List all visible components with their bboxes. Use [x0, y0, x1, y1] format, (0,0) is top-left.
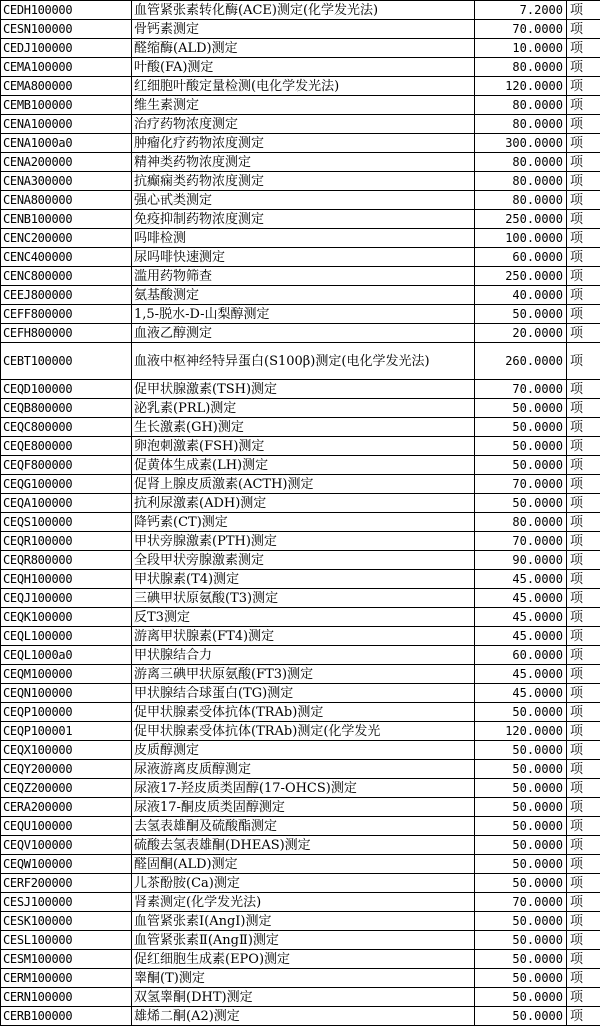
item-price-cell: 50.0000: [475, 494, 567, 513]
item-price-cell: 80.0000: [475, 153, 567, 172]
item-name-cell: 反T3测定: [132, 608, 475, 627]
table-row: [1, 988, 600, 1007]
item-price-cell: 45.0000: [475, 608, 567, 627]
item-unit-cell: 项: [567, 1, 600, 20]
table-row: [1, 134, 600, 153]
item-unit-cell: 项: [567, 779, 600, 798]
item-price-cell: 70.0000: [475, 380, 567, 399]
item-name-cell: 滥用药物筛查: [132, 267, 475, 286]
table-row: [1, 589, 600, 608]
table-row: [1, 665, 600, 684]
item-code-cell: CEQE800000: [1, 437, 132, 456]
item-name-cell: 红细胞叶酸定量检测(电化学发光法): [132, 77, 475, 96]
table-row: [1, 172, 600, 191]
item-code-cell: CEMA800000: [1, 77, 132, 96]
item-unit-cell: 项: [567, 760, 600, 779]
item-name-cell: 生长激素(GH)测定: [132, 418, 475, 437]
item-unit-cell: 项: [567, 437, 600, 456]
item-name-cell: 醛固酮(ALD)测定: [132, 855, 475, 874]
item-unit-cell: 项: [567, 380, 600, 399]
item-name-cell: 血液中枢神经特异蛋白(S100β)测定(电化学发光法): [132, 343, 475, 380]
item-name-cell: 卵泡刺激素(FSH)测定: [132, 437, 475, 456]
item-unit-cell: 项: [567, 817, 600, 836]
item-code-cell: CEQY200000: [1, 760, 132, 779]
item-price-cell: 80.0000: [475, 172, 567, 191]
table-row: [1, 513, 600, 532]
item-unit-cell: 项: [567, 191, 600, 210]
item-price-cell: 7.2000: [475, 1, 567, 20]
item-code-cell: CEQF800000: [1, 456, 132, 475]
item-code-cell: CESK100000: [1, 912, 132, 931]
item-name-cell: 硫酸去氢表雄酮(DHEAS)测定: [132, 836, 475, 855]
item-price-cell: 50.0000: [475, 969, 567, 988]
item-code-cell: CEQC800000: [1, 418, 132, 437]
item-unit-cell: 项: [567, 893, 600, 912]
item-code-cell: CENA300000: [1, 172, 132, 191]
table-row: [1, 58, 600, 77]
item-price-cell: 50.0000: [475, 437, 567, 456]
item-code-cell: CERM100000: [1, 969, 132, 988]
item-code-cell: CEQN100000: [1, 684, 132, 703]
item-price-cell: 45.0000: [475, 570, 567, 589]
table-row: [1, 343, 600, 380]
table-row: [1, 286, 600, 305]
item-unit-cell: 项: [567, 153, 600, 172]
item-code-cell: CEQB800000: [1, 399, 132, 418]
table-row: [1, 760, 600, 779]
item-price-cell: 250.0000: [475, 210, 567, 229]
table-row: [1, 551, 600, 570]
item-name-cell: 促肾上腺皮质激素(ACTH)测定: [132, 475, 475, 494]
item-unit-cell: 项: [567, 343, 600, 380]
item-unit-cell: 项: [567, 418, 600, 437]
item-price-cell: 50.0000: [475, 798, 567, 817]
table-row: [1, 969, 600, 988]
item-unit-cell: 项: [567, 931, 600, 950]
item-price-cell: 50.0000: [475, 931, 567, 950]
item-name-cell: 醛缩酶(ALD)测定: [132, 39, 475, 58]
item-price-cell: 80.0000: [475, 115, 567, 134]
item-unit-cell: 项: [567, 210, 600, 229]
item-code-cell: CERB100000: [1, 1007, 132, 1026]
table-row: [1, 912, 600, 931]
item-unit-cell: 项: [567, 267, 600, 286]
item-code-cell: CENC800000: [1, 267, 132, 286]
item-price-cell: 50.0000: [475, 760, 567, 779]
table-row: [1, 893, 600, 912]
table-row: [1, 39, 600, 58]
item-code-cell: CEDH100000: [1, 1, 132, 20]
item-unit-cell: 项: [567, 96, 600, 115]
item-code-cell: CEMB100000: [1, 96, 132, 115]
table-row: [1, 798, 600, 817]
item-code-cell: CEQZ200000: [1, 779, 132, 798]
item-unit-cell: 项: [567, 20, 600, 39]
table-row: [1, 305, 600, 324]
item-name-cell: 强心甙类测定: [132, 191, 475, 210]
item-price-cell: 50.0000: [475, 912, 567, 931]
item-price-cell: 50.0000: [475, 418, 567, 437]
item-name-cell: 抗利尿激素(ADH)测定: [132, 494, 475, 513]
table-row: [1, 931, 600, 950]
item-code-cell: CESM100000: [1, 950, 132, 969]
item-price-cell: 80.0000: [475, 191, 567, 210]
item-code-cell: CENC200000: [1, 229, 132, 248]
item-unit-cell: 项: [567, 58, 600, 77]
item-name-cell: 吗啡检测: [132, 229, 475, 248]
item-name-cell: 尿液17-酮皮质类固醇测定: [132, 798, 475, 817]
item-code-cell: CEQP100001: [1, 722, 132, 741]
item-unit-cell: 项: [567, 1007, 600, 1026]
item-price-cell: 45.0000: [475, 627, 567, 646]
item-price-cell: 300.0000: [475, 134, 567, 153]
item-code-cell: CEQX100000: [1, 741, 132, 760]
item-price-cell: 10.0000: [475, 39, 567, 58]
table-row: [1, 115, 600, 134]
item-name-cell: 叶酸(FA)测定: [132, 58, 475, 77]
item-price-cell: 50.0000: [475, 950, 567, 969]
item-name-cell: 双氢睾酮(DHT)测定: [132, 988, 475, 1007]
item-name-cell: 尿吗啡快速测定: [132, 248, 475, 267]
table-row: [1, 684, 600, 703]
item-unit-cell: 项: [567, 77, 600, 96]
item-name-cell: 全段甲状旁腺激素测定: [132, 551, 475, 570]
item-unit-cell: 项: [567, 741, 600, 760]
item-name-cell: 去氢表雄酮及硫酸酯测定: [132, 817, 475, 836]
item-code-cell: CERA200000: [1, 798, 132, 817]
item-unit-cell: 项: [567, 684, 600, 703]
item-name-cell: 血管紧张素转化酶(ACE)测定(化学发光法): [132, 1, 475, 20]
item-price-cell: 50.0000: [475, 779, 567, 798]
item-unit-cell: 项: [567, 855, 600, 874]
table-row: [1, 456, 600, 475]
item-price-cell: 50.0000: [475, 874, 567, 893]
item-price-cell: 60.0000: [475, 248, 567, 267]
item-name-cell: 甲状腺结合球蛋白(TG)测定: [132, 684, 475, 703]
table-row: [1, 437, 600, 456]
table-row: [1, 418, 600, 437]
item-name-cell: 甲状腺素(T4)测定: [132, 570, 475, 589]
item-code-cell: CESL100000: [1, 931, 132, 950]
item-name-cell: 泌乳素(PRL)测定: [132, 399, 475, 418]
item-name-cell: 血管紧张素Ⅰ(AngⅠ)测定: [132, 912, 475, 931]
item-name-cell: 促黄体生成素(LH)测定: [132, 456, 475, 475]
item-unit-cell: 项: [567, 646, 600, 665]
table-row: [1, 1, 600, 20]
item-name-cell: 肿瘤化疗药物浓度测定: [132, 134, 475, 153]
table-row: [1, 96, 600, 115]
item-name-cell: 免疫抑制药物浓度测定: [132, 210, 475, 229]
table-row: [1, 722, 600, 741]
item-unit-cell: 项: [567, 248, 600, 267]
item-unit-cell: 项: [567, 912, 600, 931]
item-name-cell: 氨基酸测定: [132, 286, 475, 305]
item-price-cell: 50.0000: [475, 855, 567, 874]
item-unit-cell: 项: [567, 39, 600, 58]
item-name-cell: 促甲状腺素受体抗体(TRAb)测定: [132, 703, 475, 722]
item-name-cell: 尿液游离皮质醇测定: [132, 760, 475, 779]
item-code-cell: CEDJ100000: [1, 39, 132, 58]
table-row: [1, 874, 600, 893]
item-price-cell: 20.0000: [475, 324, 567, 343]
item-name-cell: 血管紧张素Ⅱ(AngⅡ)测定: [132, 931, 475, 950]
item-unit-cell: 项: [567, 836, 600, 855]
item-unit-cell: 项: [567, 798, 600, 817]
item-unit-cell: 项: [567, 969, 600, 988]
item-price-cell: 50.0000: [475, 988, 567, 1007]
table-row: [1, 77, 600, 96]
item-name-cell: 精神类药物浓度测定: [132, 153, 475, 172]
item-price-cell: 45.0000: [475, 589, 567, 608]
item-price-cell: 50.0000: [475, 741, 567, 760]
item-unit-cell: 项: [567, 399, 600, 418]
item-code-cell: CEQV100000: [1, 836, 132, 855]
item-price-cell: 80.0000: [475, 513, 567, 532]
item-unit-cell: 项: [567, 286, 600, 305]
item-unit-cell: 项: [567, 988, 600, 1007]
item-price-cell: 50.0000: [475, 836, 567, 855]
item-code-cell: CEQR800000: [1, 551, 132, 570]
table-row: [1, 1007, 600, 1026]
item-code-cell: CEFF800000: [1, 305, 132, 324]
item-price-cell: 260.0000: [475, 343, 567, 380]
item-code-cell: CEQD100000: [1, 380, 132, 399]
table-row: [1, 703, 600, 722]
item-name-cell: 睾酮(T)测定: [132, 969, 475, 988]
table-row: [1, 494, 600, 513]
item-price-cell: 50.0000: [475, 305, 567, 324]
table-row: [1, 741, 600, 760]
item-price-cell: 250.0000: [475, 267, 567, 286]
table-row: [1, 324, 600, 343]
item-price-cell: 45.0000: [475, 665, 567, 684]
item-unit-cell: 项: [567, 494, 600, 513]
item-unit-cell: 项: [567, 134, 600, 153]
item-unit-cell: 项: [567, 589, 600, 608]
table-row: [1, 191, 600, 210]
table-row: [1, 950, 600, 969]
item-unit-cell: 项: [567, 703, 600, 722]
table-row: [1, 475, 600, 494]
item-code-cell: CERN100000: [1, 988, 132, 1007]
item-price-cell: 70.0000: [475, 532, 567, 551]
item-unit-cell: 项: [567, 551, 600, 570]
item-unit-cell: 项: [567, 570, 600, 589]
item-unit-cell: 项: [567, 115, 600, 134]
item-name-cell: 骨钙素测定: [132, 20, 475, 39]
item-name-cell: 儿茶酚胺(Ca)测定: [132, 874, 475, 893]
item-code-cell: CENA800000: [1, 191, 132, 210]
item-price-cell: 50.0000: [475, 703, 567, 722]
item-code-cell: CESJ100000: [1, 893, 132, 912]
item-code-cell: CEQM100000: [1, 665, 132, 684]
table-row: [1, 608, 600, 627]
item-code-cell: CENA100000: [1, 115, 132, 134]
item-name-cell: 尿液17-羟皮质类固醇(17-OHCS)测定: [132, 779, 475, 798]
item-unit-cell: 项: [567, 627, 600, 646]
item-price-cell: 50.0000: [475, 817, 567, 836]
item-price-cell: 60.0000: [475, 646, 567, 665]
item-unit-cell: 项: [567, 475, 600, 494]
item-name-cell: 甲状旁腺激素(PTH)测定: [132, 532, 475, 551]
table-row: [1, 248, 600, 267]
table-row: [1, 380, 600, 399]
item-unit-cell: 项: [567, 532, 600, 551]
table-row: [1, 646, 600, 665]
table-row: [1, 153, 600, 172]
item-code-cell: CEQU100000: [1, 817, 132, 836]
item-code-cell: CEBT100000: [1, 343, 132, 380]
table-row: [1, 20, 600, 39]
item-price-cell: 50.0000: [475, 1007, 567, 1026]
item-code-cell: CEQP100000: [1, 703, 132, 722]
item-name-cell: 肾素测定(化学发光法): [132, 893, 475, 912]
table-row: [1, 627, 600, 646]
item-unit-cell: 项: [567, 456, 600, 475]
item-code-cell: CEEJ800000: [1, 286, 132, 305]
item-code-cell: CEQL1000a0: [1, 646, 132, 665]
table-row: [1, 229, 600, 248]
table-row: [1, 399, 600, 418]
item-unit-cell: 项: [567, 722, 600, 741]
item-code-cell: CEQJ100000: [1, 589, 132, 608]
table-row: [1, 532, 600, 551]
item-code-cell: CEFH800000: [1, 324, 132, 343]
item-code-cell: CEQK100000: [1, 608, 132, 627]
item-name-cell: 血液乙醇测定: [132, 324, 475, 343]
item-price-cell: 70.0000: [475, 475, 567, 494]
item-price-cell: 70.0000: [475, 20, 567, 39]
item-price-cell: 45.0000: [475, 684, 567, 703]
item-price-cell: 50.0000: [475, 456, 567, 475]
item-name-cell: 维生素测定: [132, 96, 475, 115]
table-body: [1, 1, 600, 1026]
item-name-cell: 游离甲状腺素(FT4)测定: [132, 627, 475, 646]
item-code-cell: CEQG100000: [1, 475, 132, 494]
item-code-cell: CEMA100000: [1, 58, 132, 77]
table-row: [1, 570, 600, 589]
table-row: [1, 779, 600, 798]
table-row: [1, 267, 600, 286]
item-name-cell: 雄烯二酮(A2)测定: [132, 1007, 475, 1026]
table-row: [1, 836, 600, 855]
item-price-cell: 50.0000: [475, 399, 567, 418]
item-price-cell: 120.0000: [475, 722, 567, 741]
item-unit-cell: 项: [567, 874, 600, 893]
table-row: [1, 855, 600, 874]
item-code-cell: CESN100000: [1, 20, 132, 39]
item-price-cell: 70.0000: [475, 893, 567, 912]
item-name-cell: 甲状腺结合力: [132, 646, 475, 665]
item-code-cell: CENA200000: [1, 153, 132, 172]
item-code-cell: CEQH100000: [1, 570, 132, 589]
item-name-cell: 促红细胞生成素(EPO)测定: [132, 950, 475, 969]
table-row: [1, 817, 600, 836]
item-name-cell: 降钙素(CT)测定: [132, 513, 475, 532]
item-code-cell: CENB100000: [1, 210, 132, 229]
item-code-cell: CEQW100000: [1, 855, 132, 874]
item-unit-cell: 项: [567, 608, 600, 627]
item-unit-cell: 项: [567, 950, 600, 969]
item-unit-cell: 项: [567, 229, 600, 248]
item-name-cell: 治疗药物浓度测定: [132, 115, 475, 134]
item-code-cell: CEQR100000: [1, 532, 132, 551]
item-name-cell: 抗癫痫类药物浓度测定: [132, 172, 475, 191]
item-unit-cell: 项: [567, 324, 600, 343]
item-unit-cell: 项: [567, 665, 600, 684]
item-name-cell: 游离三碘甲状原氨酸(FT3)测定: [132, 665, 475, 684]
table-row: [1, 210, 600, 229]
item-unit-cell: 项: [567, 305, 600, 324]
item-code-cell: CENC400000: [1, 248, 132, 267]
item-price-cell: 120.0000: [475, 77, 567, 96]
item-name-cell: 皮质醇测定: [132, 741, 475, 760]
item-code-cell: CEQS100000: [1, 513, 132, 532]
item-code-cell: CEQL100000: [1, 627, 132, 646]
item-price-cell: 80.0000: [475, 58, 567, 77]
item-price-cell: 40.0000: [475, 286, 567, 305]
item-name-cell: 促甲状腺素受体抗体(TRAb)测定(化学发光: [132, 722, 475, 741]
item-name-cell: 1,5-脱水-D-山梨醇测定: [132, 305, 475, 324]
item-name-cell: 三碘甲状原氨酸(T3)测定: [132, 589, 475, 608]
item-code-cell: CERF200000: [1, 874, 132, 893]
item-code-cell: CENA1000a0: [1, 134, 132, 153]
item-code-cell: CEQA100000: [1, 494, 132, 513]
item-price-cell: 80.0000: [475, 96, 567, 115]
item-price-cell: 90.0000: [475, 551, 567, 570]
item-unit-cell: 项: [567, 172, 600, 191]
item-unit-cell: 项: [567, 513, 600, 532]
item-name-cell: 促甲状腺激素(TSH)测定: [132, 380, 475, 399]
item-price-cell: 100.0000: [475, 229, 567, 248]
